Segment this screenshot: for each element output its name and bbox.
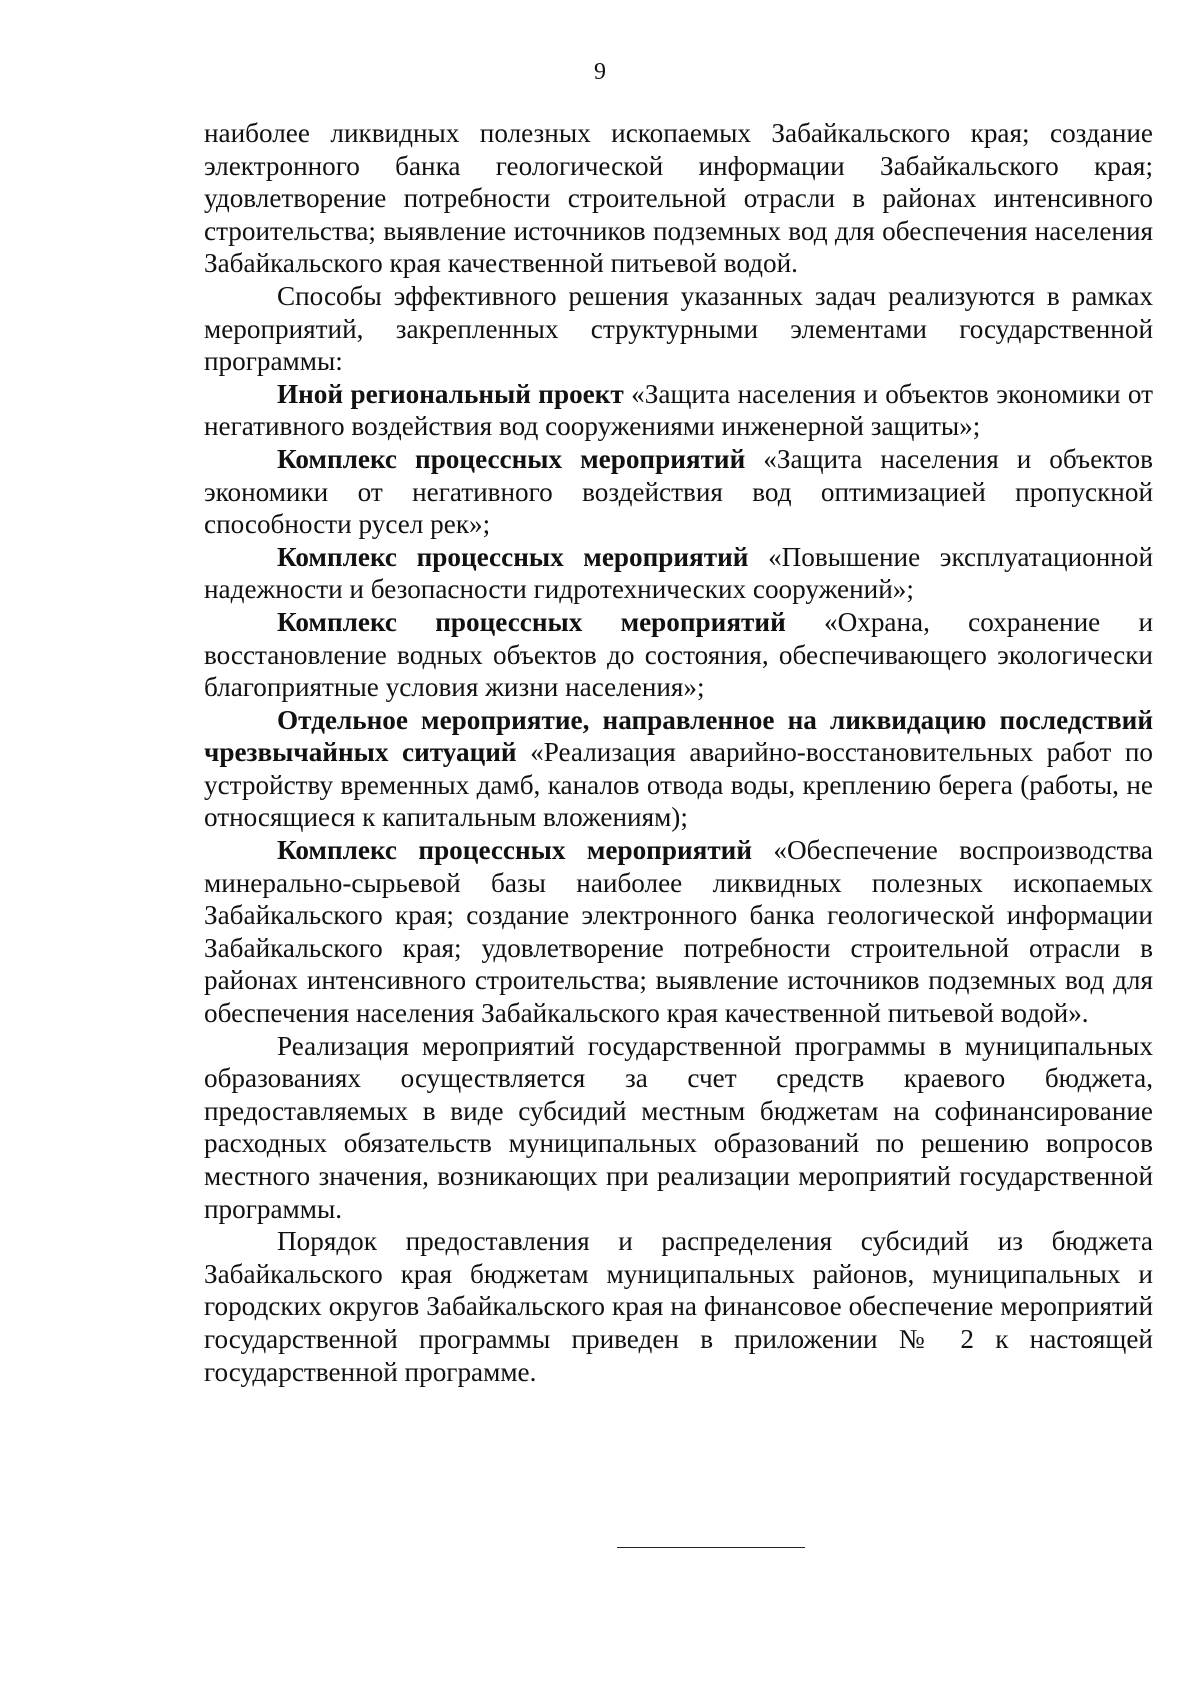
paragraph-7 [204,704,1153,834]
document-body [204,117,1153,1388]
paragraph-4-text: «Защита населения и объектов экономики от негативного воздействия вод оптимизацией пропускной способности русел рек»; [204,443,1153,540]
paragraph-3-text: «Защита населения и объектов экономики от негативного воздействия вод сооружениями инженерной защиты»; [204,378,1153,442]
paragraph-10 [204,1225,1153,1388]
paragraph-6-bold: Комплекс процессных мероприятий [277,606,786,637]
end-separator-line [617,1547,805,1548]
paragraph-5 [204,541,1153,606]
paragraph-1 [204,117,1153,280]
paragraph-6 [204,606,1153,704]
paragraph-5-bold: Комплекс процессных мероприятий [277,541,749,572]
paragraph-9 [204,1030,1153,1226]
paragraph-9-text: Реализация мероприятий государственной программы в муниципальных образованиях осуществляется за счет средств краевого бюджета, предоставляемых в виде субсидий местным бюджетам на софинансирование расходных обязательств муниципальных образований по решению вопросов местного значения, возникающих при реализации мероприятий государственной программы. [204,1030,1153,1224]
paragraph-8 [204,834,1153,1030]
paragraph-6-text: «Охрана, сохранение и восстановление водных объектов до состояния, обеспечивающего экологически благоприятные условия жизни населения»; [204,606,1153,703]
paragraph-4 [204,443,1153,541]
paragraph-7-bold: Отдельное мероприятие, направленное на ликвидацию последствий чрезвычайных ситуаций [204,704,1153,768]
paragraph-4-bold: Комплекс процессных мероприятий [277,443,746,474]
paragraph-1-text: наиболее ликвидных полезных ископаемых Забайкальского края; создание электронного банка геологической информации Забайкальского края; удовлетворение потребности строительной отрасли в районах интенсивного строительства; выявление источников подземных вод для обеспечения населения Забайкальского края качественной питьевой водой. [204,118,1153,279]
paragraph-10-text: Порядок предоставления и распределения субсидий из бюджета Забайкальского края бюджетам муниципальных районов, муниципальных и городских округов Забайкальского края на финансовое обеспечение мероприятий государственной программы приведен в приложении № 2 к настоящей государственной программе. [204,1226,1153,1387]
paragraph-2-text: Способы эффективного решения указанных задач реализуются в рамках мероприятий, закрепленных структурными элементами государственной программы: [204,280,1153,377]
paragraph-3 [204,378,1153,443]
paragraph-2 [204,280,1153,378]
paragraph-8-bold: Комплекс процессных мероприятий [277,835,753,866]
paragraph-5-text: «Повышение эксплуатационной надежности и безопасности гидротехнических сооружений»; [204,541,1153,605]
paragraph-7-text: «Реализация аварийно-восстановительных работ по устройству временных дамб, каналов отвода воды, креплению берега (работы, не относящиеся к капитальным вложениям); [204,737,1153,833]
paragraph-8-text: «Обеспечение воспроизводства минерально-сырьевой базы наиболее ликвидных полезных ископаемых Забайкальского края; создание электронного банка геологической информации Забайкальского края; удовлетворение потребности строительной отрасли в районах интенсивного строительства; выявление источников подземных вод для обеспечения населения Забайкальского края качественной питьевой водой». [204,835,1153,1029]
paragraph-3-bold: Иной региональный проект [277,378,624,409]
page-number: 9 [594,59,606,85]
